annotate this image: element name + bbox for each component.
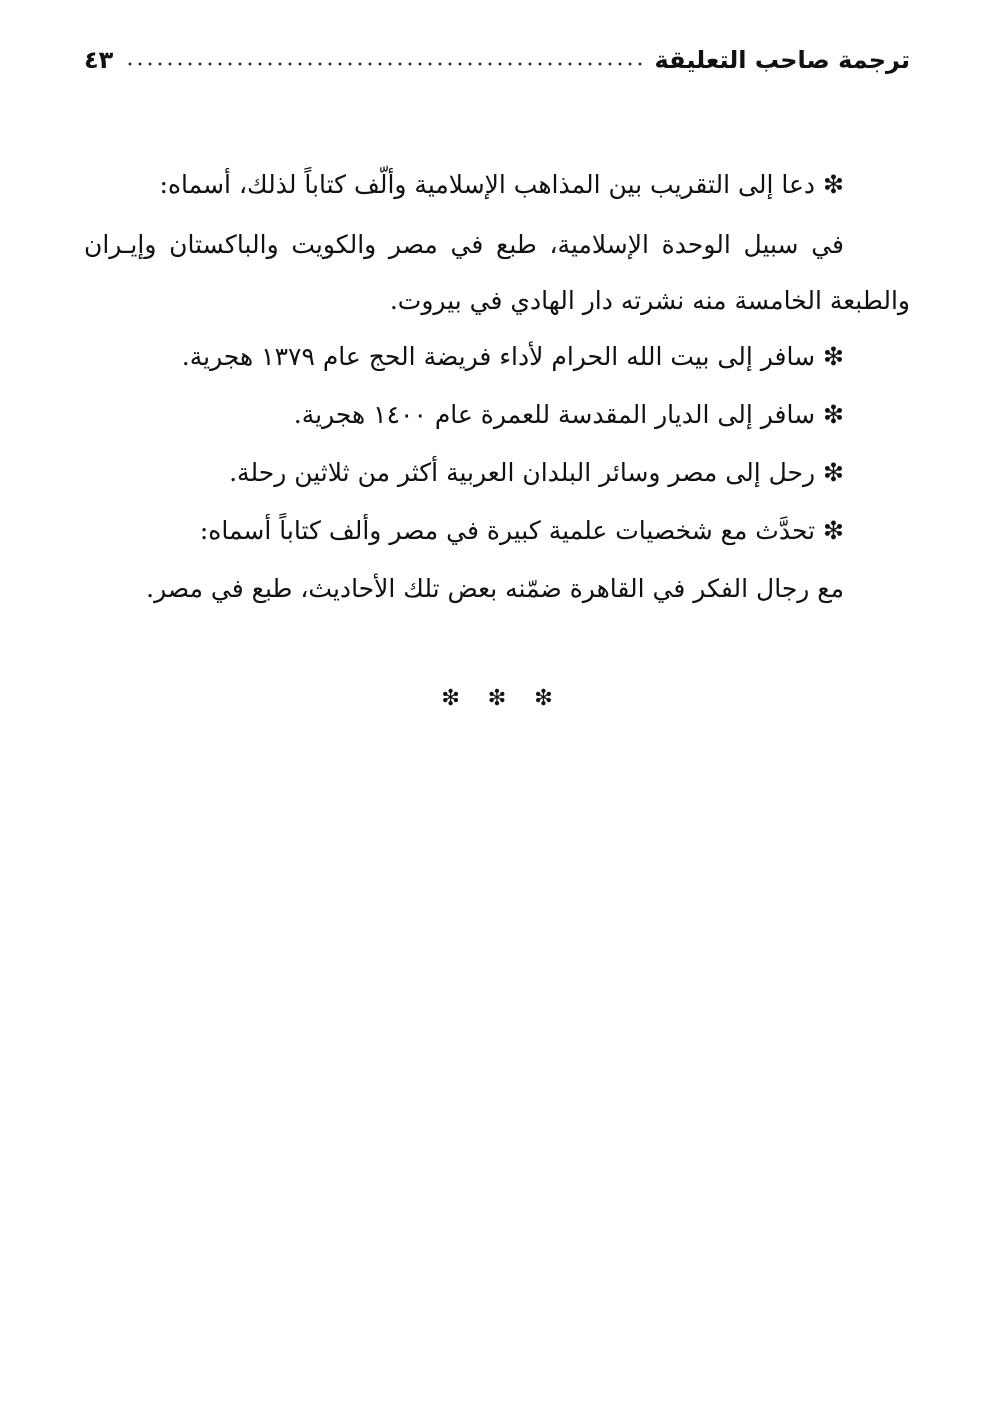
body-line-6 bbox=[229, 456, 844, 490]
section-separator bbox=[0, 686, 994, 711]
body-line-1 bbox=[160, 168, 844, 202]
header-title: ترجمة صاحب التعليقة bbox=[654, 46, 910, 74]
line-text: سافر إلى الديار المقدسة للعمرة عام ١٤٠٠ هجرية. bbox=[293, 400, 816, 429]
line-text: دعا إلى التقريب بين المذاهب الإسلامية وألّف كتاباً لذلك، أسماه: bbox=[159, 170, 816, 199]
body-line-4 bbox=[182, 340, 844, 374]
bullet-star-icon: ❇ bbox=[823, 342, 844, 371]
header-dot-leader bbox=[125, 62, 642, 66]
line-text: في سبيل الوحدة الإسلامية، طبع في مصر والكويت والباكستان وإيـران bbox=[84, 230, 844, 259]
bullet-star-icon: ❇ bbox=[823, 458, 844, 487]
body-line-8 bbox=[146, 572, 844, 606]
separator-star-icon: ❇ bbox=[487, 686, 507, 711]
line-text: والطبعة الخامسة منه نشرته دار الهادي في بيروت. bbox=[389, 286, 910, 315]
line-text: تحدَّث مع شخصيات علمية كبيرة في مصر وألف كتاباً أسماه: bbox=[199, 516, 816, 545]
body-line-3 bbox=[390, 284, 910, 318]
page-number: ٤٣ bbox=[84, 46, 114, 74]
bullet-star-icon: ❇ bbox=[823, 400, 844, 429]
line-text: مع رجال الفكر في القاهرة ضمّنه بعض تلك الأحاديث، طبع في مصر. bbox=[146, 574, 844, 603]
body-line-7 bbox=[200, 514, 844, 548]
bullet-star-icon: ❇ bbox=[823, 170, 844, 199]
body-line-5 bbox=[294, 398, 844, 432]
separator-star-icon: ❇ bbox=[441, 686, 460, 711]
body-line-2 bbox=[84, 228, 844, 262]
separator-star-icon: ❇ bbox=[534, 686, 553, 711]
bullet-star-icon: ❇ bbox=[823, 516, 844, 545]
line-text: سافر إلى بيت الله الحرام لأداء فريضة الحج عام ١٣٧٩ هجرية. bbox=[181, 342, 816, 371]
running-header bbox=[84, 40, 910, 80]
line-text: رحل إلى مصر وسائر البلدان العربية أكثر من ثلاثين رحلة. bbox=[229, 458, 816, 487]
